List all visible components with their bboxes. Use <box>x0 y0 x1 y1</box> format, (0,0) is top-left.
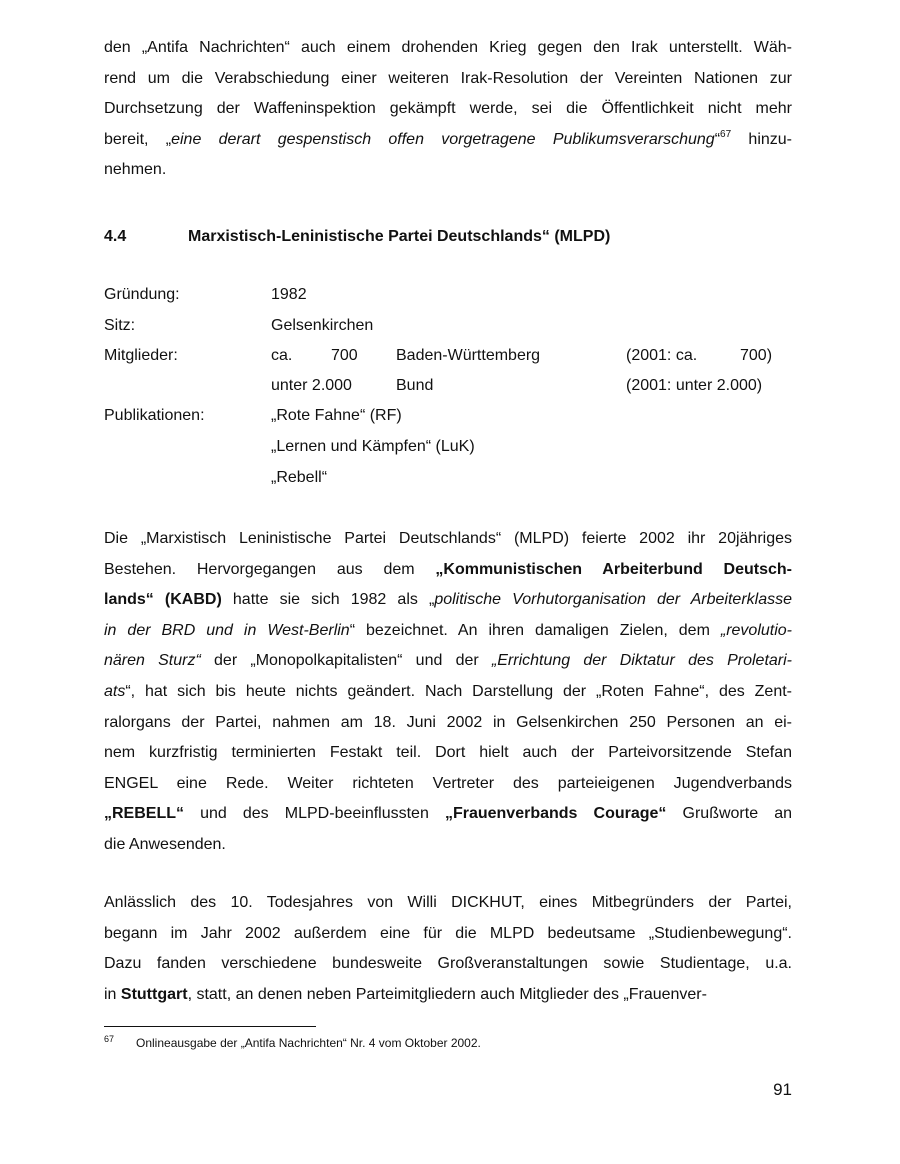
footnote-number: 67 <box>104 1034 115 1044</box>
text-line <box>104 980 792 1011</box>
text-segment: begann im Jahr 2002 außerdem eine für die MLPD bedeutsame „Studienbewegung“. <box>104 924 792 942</box>
text-segment: rend um die Verabschiedung einer weiteren Irak-Resolution der Vereinten Nationen zur <box>104 69 792 87</box>
page-number: 91 <box>773 1080 792 1099</box>
text-line <box>104 616 792 647</box>
text-segment: Anlässlich des 10. Todesjahres von Willi DICKHUT, eines Mitbegründers der Partei, <box>104 894 792 911</box>
text-segment: “ bezeichnet. An ihren damaligen Zielen, dem <box>349 621 721 639</box>
text-line <box>104 738 792 769</box>
text-segment: in der BRD und in West-Berlin <box>104 621 350 639</box>
publication-item: „Lernen und Kämpfen“ (LuK) <box>271 438 475 455</box>
text-segment: eine derart gespenstisch offen vorgetragene Publikumsverarschung <box>171 130 715 148</box>
text-segment: nehmen. <box>104 161 167 179</box>
text-segment: „Errichtung der Diktatur des Proletari- <box>491 652 792 670</box>
section-number: 4.4 <box>104 228 127 245</box>
text-segment: Stuttgart <box>120 985 188 1003</box>
publications-label: Publikationen: <box>104 407 205 424</box>
text-segment: “, hat sich bis heute nichts geändert. Nach Darstellung der „Roten Fahne“, des Zent- <box>125 682 792 700</box>
text-segment: , statt, an denen neben Parteimitgliedern auch Mitglieder des „Frauenver- <box>187 985 707 1003</box>
members-count: 700 <box>331 347 358 364</box>
paragraph-3 <box>104 888 792 1010</box>
text-line <box>104 677 792 708</box>
text-line <box>104 155 792 186</box>
section-title: Marxistisch-Leninistische Partei Deutschlands“ (MLPD) <box>188 228 611 245</box>
text-segment: „Kommunistischen Arbeiterbund Deutsch- <box>435 560 792 578</box>
text-segment: den „Antifa Nachrichten“ auch einem drohenden Krieg gegen den Irak unterstellt. Wäh- <box>104 39 792 56</box>
founding-label: Gründung: <box>104 286 180 303</box>
members-label: Mitglieder: <box>104 347 178 364</box>
text-segment: der „Monopolkapitalisten“ und der <box>200 652 492 670</box>
text-line <box>104 33 792 64</box>
text-line <box>104 949 792 980</box>
text-segment: Durchsetzung der Waffeninspektion gekämpft werde, sei die Öffentlichkeit nicht mehr <box>104 100 792 118</box>
members-region: Baden-Württemberg <box>396 347 541 364</box>
text-line <box>104 830 792 861</box>
text-segment: Die „Marxistisch Leninistische Partei Deutschlands“ (MLPD) feierte 2002 ihr 20jähriges <box>104 530 792 547</box>
text-segment: hatte sie sich 1982 als „ <box>221 591 435 609</box>
text-segment: Bestehen. Hervorgegangen aus dem <box>104 560 436 578</box>
members-prefix: unter 2.000 <box>271 377 352 394</box>
text-line <box>104 646 792 677</box>
text-segment: ENGEL eine Rede. Weiter richteten Vertreter des parteieigenen Jugendverbands <box>104 774 792 792</box>
publication-item: „Rebell“ <box>271 469 328 486</box>
paragraph-1 <box>104 33 792 186</box>
text-line <box>104 555 792 586</box>
footnote-text: Onlineausgabe der „Antifa Nachrichten“ Nr. 4 vom Oktober 2002. <box>136 1036 481 1050</box>
footnote-reference: 67 <box>720 128 732 140</box>
text-line <box>104 524 792 555</box>
members-region: Bund <box>396 377 434 394</box>
text-segment: „revolutio- <box>720 621 793 639</box>
text-segment: politische Vorhutorganisation der Arbeiterklasse <box>434 591 792 609</box>
text-segment: Grußworte an <box>666 805 792 823</box>
text-segment: hinzu- <box>731 130 793 148</box>
text-segment: nären Sturz“ <box>104 652 201 670</box>
members-prefix: ca. <box>271 347 293 364</box>
text-segment: lands“ (KABD) <box>104 591 222 609</box>
footnote-divider <box>104 1026 316 1027</box>
text-segment: in <box>104 985 121 1003</box>
seat-label: Sitz: <box>104 317 136 334</box>
seat-value: Gelsenkirchen <box>271 317 374 334</box>
text-line <box>104 769 792 800</box>
members-prev-prefix: (2001: ca. <box>626 347 698 364</box>
text-segment: „Frauenverbands Courage“ <box>444 805 667 823</box>
text-segment: ralorgans der Partei, nahmen am 18. Juni 2002 in Gelsenkirchen 250 Personen an ei- <box>104 713 792 731</box>
text-line <box>104 708 792 739</box>
founding-value: 1982 <box>271 286 307 303</box>
text-line <box>104 585 792 616</box>
text-segment: die Anwesenden. <box>104 835 226 853</box>
text-segment: „REBELL“ <box>104 805 184 823</box>
text-line <box>104 888 792 919</box>
text-line <box>104 919 792 950</box>
text-line <box>104 125 792 156</box>
text-segment: Dazu fanden verschiedene bundesweite Großveranstaltungen sowie Studientage, u.a. <box>104 955 792 973</box>
paragraph-2 <box>104 524 792 861</box>
text-segment: und des MLPD-beeinflussten <box>184 805 445 823</box>
members-prev: (2001: unter 2.000) <box>626 377 763 394</box>
text-line <box>104 799 792 830</box>
text-segment: nem kurzfristig terminierten Festakt teil. Dort hielt auch der Parteivorsitzende Stefan <box>104 744 792 762</box>
text-segment: “ <box>714 130 721 148</box>
members-prev-count: 700) <box>740 347 773 364</box>
text-line <box>104 64 792 95</box>
text-segment: ats <box>104 682 126 700</box>
text-line <box>104 94 792 125</box>
text-segment: bereit, „ <box>104 130 172 148</box>
publication-item: „Rote Fahne“ (RF) <box>271 407 402 424</box>
